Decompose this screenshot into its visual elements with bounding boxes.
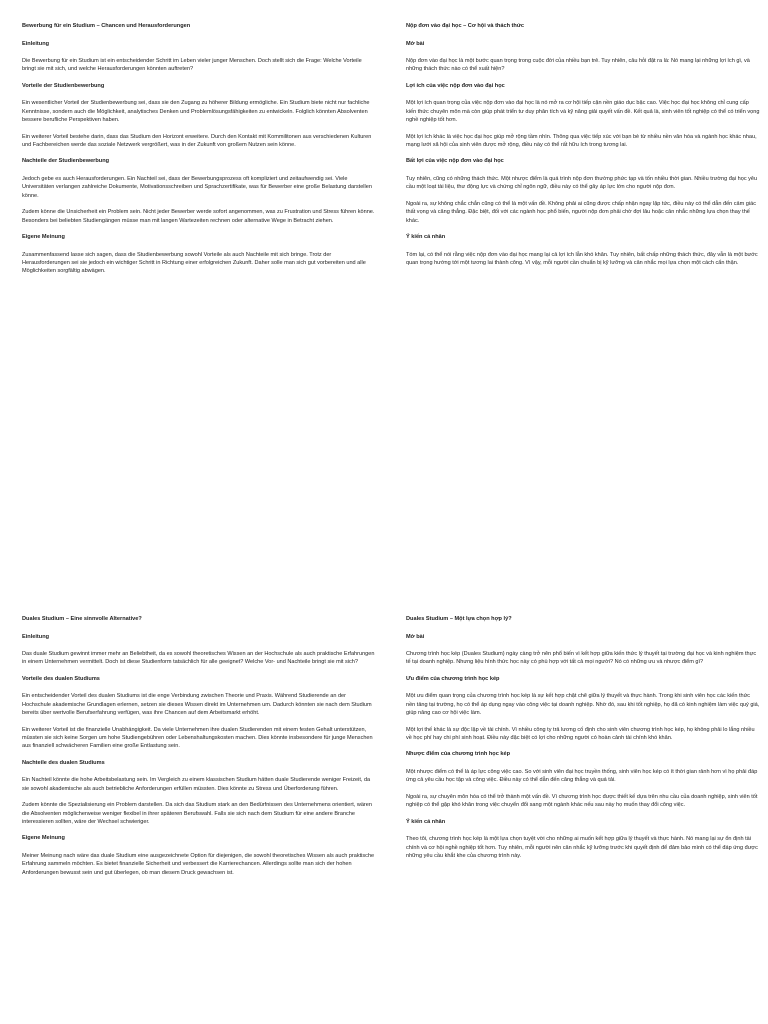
essay-german-application <box>22 22 376 284</box>
paragraph: Das duale Studium gewinnt immer mehr an Beliebtheit, da es sowohl theoretisches Wissen an der Hochschule als auch praktische Erfahrungen in einem Unternehmen vermittelt. Doch ist diese Studienform tatsächlich für alle geeignet? Welche Vor- und Nachteile bringt sie mit sich? <box>22 651 375 666</box>
essay-german-dual-study <box>22 615 376 885</box>
paragraph: Một lợi ích khác là việc học đại học giúp mở rộng tầm nhìn. Thông qua việc tiếp xúc với bạn bè từ nhiều nền văn hóa và ngành học khác nhau, mạng lưới xã hội của sinh viên được mở rộng, điều này có thể rất hữu ích trong tương lai. <box>406 133 757 149</box>
section-heading: Mở bài <box>406 40 425 47</box>
paragraph: Zudem könne die Unsicherheit ein Problem sein. Nicht jeder Bewerber werde sofort angenommen, was zu Frustration und Stress führen könne. Besonders bei beliebten Studiengängen müsse man mit langen Wartezeiten rechnen oder alternative Wege in Betracht ziehen. <box>22 209 375 224</box>
paragraph: Ein entscheidender Vorteil des dualen Studiums ist die enge Verbindung zwischen Theorie und Praxis. Während Studierende an der Hochschule akademische Grundlagen erlernen, setzen sie dieses Wissen direkt im Unternehmen um. Dadurch könnten sie nach dem Studium bereits über wertvolle Berufserfahrung verfügen, was ihre Chancen auf dem Arbeitsmarkt erhöht. <box>22 693 372 717</box>
section-heading: Einleitung <box>22 40 50 47</box>
section-heading: Eigene Meinung <box>22 234 65 241</box>
paragraph: Die Bewerbung für ein Studium ist ein entscheidender Schritt im Leben vieler junger Menschen. Doch stellt sich die Frage: Welche Vorteile bringt sie mit sich, und welche Herausforderungen könnten auftreten? <box>22 58 362 73</box>
paragraph: Tóm lại, có thể nói rằng việc nộp đơn vào đại học mang lại cả lợi ích lẫn khó khăn. Tuy nhiên, bất chấp những thách thức, đây vẫn là một bước quan trọng hướng tới một tương lai thành công. Vì vậy, mỗi người cần chuẩn bị kỹ lưỡng và cân nhắc mọi lựa chọn một cách cẩn thận. <box>406 251 758 266</box>
paragraph: Một lợi thế khác là sự độc lập về tài chính. Vì nhiều công ty trả lương cố định cho sinh viên chương trình học kép, họ không phải lo lắng nhiều về học phí hay chi phí sinh hoạt. Điều này đặc biệt có lợi cho những người có hoàn cảnh tài chính khó khăn. <box>406 726 755 742</box>
section-heading: Vorteile des dualen Studiums <box>22 675 100 682</box>
paragraph: Jedoch gebe es auch Herausforderungen. Ein Nachteil sei, dass der Bewerbungsprozess oft kompliziert und zeitaufwendig sei. Viele Universitäten verlangen zahlreiche Dokumente, Motivationsschreiben und Sprachzertifikate, was für Bewerber eine große Belastung darstellen könne. <box>22 175 372 199</box>
section-heading: Lợi ích của việc nộp đơn vào đại học <box>406 82 505 89</box>
essay-title: Nộp đơn vào đại học – Cơ hội và thách thức <box>406 23 524 29</box>
essay-title: Bewerbung für ein Studium – Chancen und Herausforderungen <box>22 23 191 29</box>
section-heading: Mở bài <box>406 633 425 640</box>
section-heading: Nachteile der Studienbewerbung <box>22 158 110 165</box>
paragraph: Nộp đơn vào đại học là một bước quan trọng trong cuộc đời của nhiều bạn trẻ. Tuy nhiên, câu hỏi đặt ra là: Nó mang lại những lợi ích gì, và những thách thức nào có thể xuất hiện? <box>406 58 750 73</box>
paragraph: Zudem könnte die Spezialisierung ein Problem darstellen. Da sich das Studium stark an den Bedürfnissen des Unternehmens orientiert, wären die Absolventen möglicherweise weniger flexibel in ihrer späteren Berufswahl. Falls sie sich nach dem Studium für eine andere Branche interessieren sollten, wäre der Wechsel schwieriger. <box>22 802 372 826</box>
section-heading: Nhược điểm của chương trình học kép <box>406 751 511 758</box>
paragraph: Theo tôi, chương trình học kép là một lựa chọn tuyệt vời cho những ai muốn kết hợp giữa lý thuyết và thực hành. Nó mang lại sự ổn định tài chính và cơ hội nghề nghiệp tốt hơn. Tuy nhiên, mỗi người nên cân nhắc kỹ lưỡng trước khi quyết định để đảm bảo mình có thể đáp ứng được những yêu cầu khắt khe của chương trình này. <box>406 836 758 859</box>
paragraph: Ein weiterer Vorteil ist die finanzielle Unabhängigkeit. Da viele Unternehmen ihre dualen Studierenden mit einem festen Gehalt unterstützen, müssten sie sich keine Sorgen um hohe Studiengebühren oder Lebenshaltungskosten machen. Dies könnte insbesondere für junge Menschen aus finanziell schwächeren Familien eine große Entlastung sein. <box>22 726 373 750</box>
section-heading: Einleitung <box>22 633 50 640</box>
paragraph: Chương trình học kép (Duales Studium) ngày càng trở nên phổ biến vì kết hợp giữa kiến thức lý thuyết tại trường đại học và kinh nghiệm thực tế tại doanh nghiệp. Nhưng liệu hình thức học này có phù hợp với tất cả mọi người? Nó có những ưu và nhược điểm gì? <box>406 651 757 666</box>
section-heading: Eigene Meinung <box>22 835 65 842</box>
paragraph: Một ưu điểm quan trọng của chương trình học kép là sự kết hợp chặt chẽ giữa lý thuyết và thực hành. Trong khi sinh viên học các kiến thức nền tảng tại trường, họ có thể áp dụng ngay vào công việc tại doanh nghiệp. Nhờ đó, sau khi tốt nghiệp, họ đã có kinh nghiệm làm việc quý giá, giúp nâng cao cơ hội việc làm. <box>406 693 760 717</box>
section-heading: Nachteile des dualen Studiums <box>22 759 105 766</box>
section-heading: Bất lợi của việc nộp đơn vào đại học <box>406 158 504 165</box>
section-heading: Ưu điểm của chương trình học kép <box>406 675 500 682</box>
paragraph: Zusammenfassend lasse sich sagen, dass die Studienbewerbung sowohl Vorteile als auch Nachteile mit sich bringe. Trotz der Herausforderungen sei sie jedoch ein wichtiger Schritt in Richtung einer erfolgreichen Zukunft. Daher solle man sich gut vorbereiten und alle Möglichkeiten sorgfältig abwägen. <box>22 251 366 275</box>
essay-vietnamese-application <box>406 22 760 275</box>
paragraph: Tuy nhiên, cũng có những thách thức. Một nhược điểm là quá trình nộp đơn thường phức tạp và tốn nhiều thời gian. Nhiều trường đại học yêu cầu một loạt tài liệu, thư động lực và chứng chỉ ngôn ngữ, điều này có thể gây áp lực lớn cho người nộp đơn. <box>406 175 758 191</box>
section-heading: Ý kiến cá nhân <box>406 234 446 241</box>
paragraph: Meiner Meinung nach wäre das duale Studium eine ausgezeichnete Option für diejenigen, die sowohl theoretisches Wissen als auch praktische Erfahrung sammeln möchten. Es bietet finanzielle Sicherheit und verbessert die Karrierechancen. Allerdings sollte man sich der hohen Anforderungen bewusst sein und gut überlegen, ob man diesem Druck gewachsen ist. <box>22 852 375 876</box>
section-heading: Ý kiến cá nhân <box>406 818 446 825</box>
paragraph: Ngoài ra, sự không chắc chắn cũng có thể là một vấn đề. Không phải ai cũng được chấp nhận ngay lập tức, điều này có thể dẫn đến cảm giác thất vọng và căng thẳng. Đặc biệt, đối với các ngành học phổ biến, người nộp đơn phải chờ đợi lâu hoặc cân nhắc những lựa chọn thay thế khác. <box>406 200 756 224</box>
paragraph: Một lợi ích quan trọng của việc nộp đơn vào đại học là nó mở ra cơ hội tiếp cận nền giáo dục bậc cao. Việc học đại học không chỉ cung cấp kiến thức chuyên môn mà còn giúp phát triển tư duy phân tích và kỹ năng giải quyết vấn đề. Kết quả là, sinh viên tốt nghiệp có thể có triển vọng nghề nghiệp tốt hơn. <box>406 100 760 124</box>
paragraph: Ein Nachteil könnte die hohe Arbeitsbelastung sein. Im Vergleich zu einem klassischen Studium hätten duale Studierende weniger Freizeit, da sie sowohl akademische als auch betriebliche Anforderungen erfüllen müssten. Dies könnte zu Stress und Überforderung führen. <box>22 777 371 792</box>
paragraph: Ngoài ra, sự chuyên môn hóa có thể trở thành một vấn đề. Vì chương trình học được thiết kế dựa trên nhu cầu của doanh nghiệp, sinh viên tốt nghiệp có thể gặp khó khăn trong việc chuyển đổi sang một ngành khác nếu sau này họ muốn thay đổi công việc. <box>406 793 758 809</box>
section-heading: Vorteile der Studienbewerbung <box>22 82 105 89</box>
paragraph: Một nhược điểm có thể là áp lực công việc cao. So với sinh viên đại học truyền thống, sinh viên học kép có ít thời gian rảnh hơn vì họ phải đáp ứng cả yêu cầu học tập và công việc. Điều này có thể dẫn đến căng thẳng và quá tải. <box>406 768 758 784</box>
paragraph: Ein weiterer Vorteil bestehe darin, dass das Studium den Horizont erweitere. Durch den Kontakt mit Kommilitonen aus verschiedenen Kulturen und Fachbereichen werde das soziale Netzwerk vergrößert, was in der Zukunft von großem Nutzen sein könne. <box>22 133 372 149</box>
essay-title: Duales Studium – Eine sinnvolle Alternative? <box>22 616 142 622</box>
essay-vietnamese-dual-study <box>406 615 760 868</box>
essay-title: Duales Studium – Một lựa chọn hợp lý? <box>406 616 512 622</box>
paragraph: Ein wesentlicher Vorteil der Studienbewerbung sei, dass sie den Zugang zu höherer Bildung ermögliche. Ein Studium biete nicht nur fachliche Kenntnisse, sondern auch die Möglichkeit, analytisches Denken und Problemlösungsfähigkeiten zu entwickeln. Folglich könnten Absolventen bessere berufliche Perspektiven haben. <box>22 100 370 124</box>
